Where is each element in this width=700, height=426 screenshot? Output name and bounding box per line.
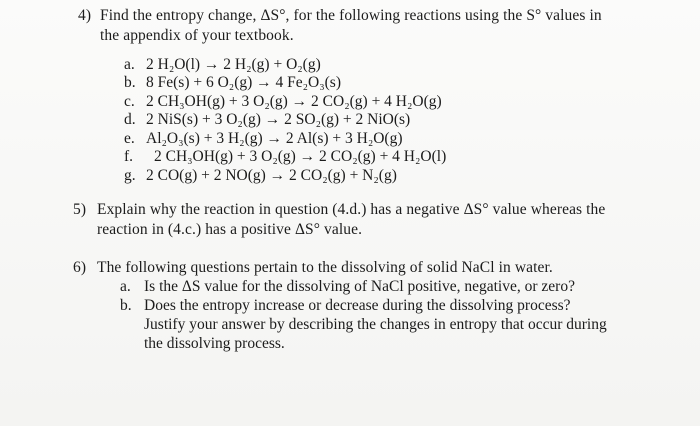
reaction-f-equation: 2 CH₃OH(g) + 3 O₂(g) → 2 CO₂(g) + 4 H₂O(l) [154, 148, 447, 165]
reaction-g-label: g. [124, 167, 136, 184]
question-6b-line-2: Justify your answer by describing the changes in entropy that occur during [144, 316, 607, 333]
reaction-b-equation: 8 Fe(s) + 6 O₂(g) → 4 Fe₂O₃(s) [146, 74, 341, 91]
reaction-b-label: b. [124, 74, 136, 91]
question-5-line-2: reaction in (4.c.) has a positive ΔS° value. [97, 221, 363, 238]
reaction-e [124, 129, 644, 149]
question-6a-label: a. [120, 278, 131, 295]
reaction-f [124, 147, 644, 167]
reaction-c-label: c. [124, 93, 135, 110]
reaction-g [124, 166, 644, 186]
question-6a [120, 277, 680, 297]
question-6a-line-1: Is the ΔS value for the dissolving of NaCl positive, negative, or zero? [144, 278, 575, 295]
reaction-b [124, 73, 644, 93]
reaction-c-equation: 2 CH₃OH(g) + 3 O₂(g) → 2 CO₂(g) + 4 H₂O(g) [146, 93, 442, 110]
question-6b-line-1: Does the entropy increase or decrease during the dissolving process? [144, 297, 571, 314]
question-6b-line-3: the dissolving process. [144, 335, 285, 352]
reaction-a-equation: 2 H₂O(l) → 2 H₂(g) + O₂(g) [146, 56, 321, 73]
question-4 [78, 6, 678, 46]
question-4-line-2: the appendix of your textbook. [100, 27, 294, 44]
reaction-c [124, 92, 644, 112]
question-5-number: 5) [73, 201, 87, 218]
question-6b [120, 296, 680, 356]
reaction-e-equation: Al₂O₃(s) + 3 H₂(g) → 2 Al(s) + 3 H₂O(g) [146, 130, 403, 147]
reaction-d-equation: 2 NiS(s) + 3 O₂(g) → 2 SO₂(g) + 2 NiO(s) [146, 111, 411, 128]
reaction-d-label: d. [124, 111, 136, 128]
reaction-d [124, 110, 644, 130]
reaction-g-equation: 2 CO(g) + 2 NO(g) → 2 CO₂(g) + N₂(g) [146, 167, 397, 184]
reaction-a [124, 55, 644, 75]
question-6-number: 6) [73, 259, 87, 276]
question-6-line-1: The following questions pertain to the dissolving of solid NaCl in water. [97, 259, 553, 276]
question-6 [73, 258, 673, 278]
question-5-line-1: Explain why the reaction in question (4.d.) has a negative ΔS° value whereas the [97, 201, 606, 218]
question-6b-label: b. [120, 297, 132, 314]
question-5 [73, 200, 673, 240]
reaction-f-label: f. [124, 148, 134, 165]
reaction-e-label: e. [124, 130, 135, 147]
question-4-line-1: Find the entropy change, ΔS°, for the following reactions using the S° values in [100, 7, 602, 24]
question-4-number: 4) [78, 7, 92, 24]
reaction-a-label: a. [124, 56, 135, 73]
